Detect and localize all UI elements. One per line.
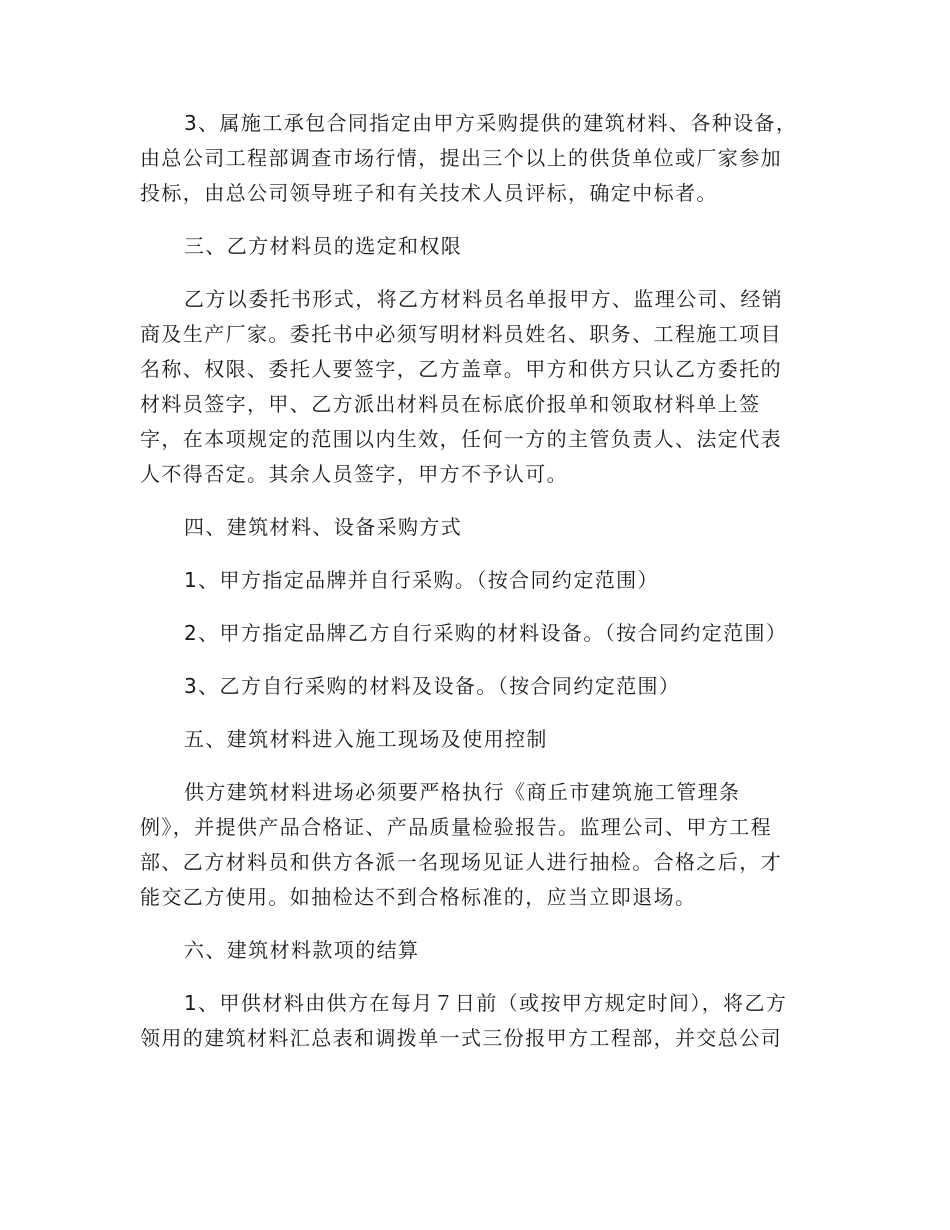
- heading-text: 三、乙方材料员的选定和权限: [184, 234, 463, 258]
- list-item-1: [140, 563, 800, 598]
- text-line: 由总公司工程部调查市场行情，提出三个以上的供货单位或厂家参加: [140, 146, 782, 170]
- text-line: 1、甲供材料由供方在每月７日前（或按甲方规定时间），将乙方: [184, 991, 788, 1015]
- paragraph-site-entry: [140, 775, 800, 915]
- text-line: 投标，由总公司领导班子和有关技术人员评标，确定中标者。: [140, 181, 718, 205]
- text-line: 材料员签字，甲、乙方派出材料员在标底价报单和领取材料单上签: [140, 392, 761, 416]
- text-line: 供方建筑材料进场必须要严格执行《商丘市建筑施工管理条: [184, 780, 741, 804]
- text-line: 人不得否定。其余人员签字，甲方不予认可。: [140, 462, 568, 486]
- text-line: 3、乙方自行采购的材料及设备。（按合同约定范围）: [184, 674, 681, 698]
- text-line: 1、甲方指定品牌并自行采购。（按合同约定范围）: [184, 568, 659, 592]
- heading-text: 四、建筑材料、设备采购方式: [184, 515, 463, 539]
- text-line: 2、甲方指定品牌乙方自行采购的材料设备。（按合同约定范围）: [184, 621, 788, 645]
- section-heading-4: [140, 510, 800, 545]
- text-line: 3、属施工承包合同指定由甲方采购提供的建筑材料、各种设备，: [184, 111, 798, 135]
- text-line: 部、乙方材料员和供方各派一名现场见证人进行抽检。合格之后，才: [140, 850, 782, 874]
- list-item-3: [140, 669, 800, 704]
- heading-text: 六、建筑材料款项的结算: [184, 938, 420, 962]
- section-heading-5: [140, 722, 800, 757]
- text-line: 能交乙方使用。如抽检达不到合格标准的，应当立即退场。: [140, 885, 697, 909]
- list-item-2: [140, 616, 800, 651]
- text-line: 乙方以委托书形式，将乙方材料员名单报甲方、监理公司、经销: [184, 287, 784, 311]
- text-line: 例》，并提供产品合格证、产品质量检验报告。监理公司、甲方工程: [140, 815, 772, 839]
- document-body: [140, 106, 800, 1074]
- heading-text: 五、建筑材料进入施工现场及使用控制: [184, 727, 548, 751]
- paragraph-settlement: [140, 986, 800, 1056]
- section-heading-6: [140, 933, 800, 968]
- text-line: 商及生产厂家。委托书中必须写明材料员姓名、职务、工程施工项目: [140, 322, 782, 346]
- text-line: 名称、权限、委托人要签字，乙方盖章。甲方和供方只认乙方委托的: [140, 357, 782, 381]
- paragraph-procurement-bidding: [140, 106, 800, 211]
- section-heading-3: [140, 229, 800, 264]
- text-line: 字，在本项规定的范围以内生效，任何一方的主管负责人、法定代表: [140, 427, 782, 451]
- paragraph-material-clerk: [140, 282, 800, 492]
- text-line: 领用的建筑材料汇总表和调拨单一式三份报甲方工程部，并交总公司: [140, 1026, 782, 1050]
